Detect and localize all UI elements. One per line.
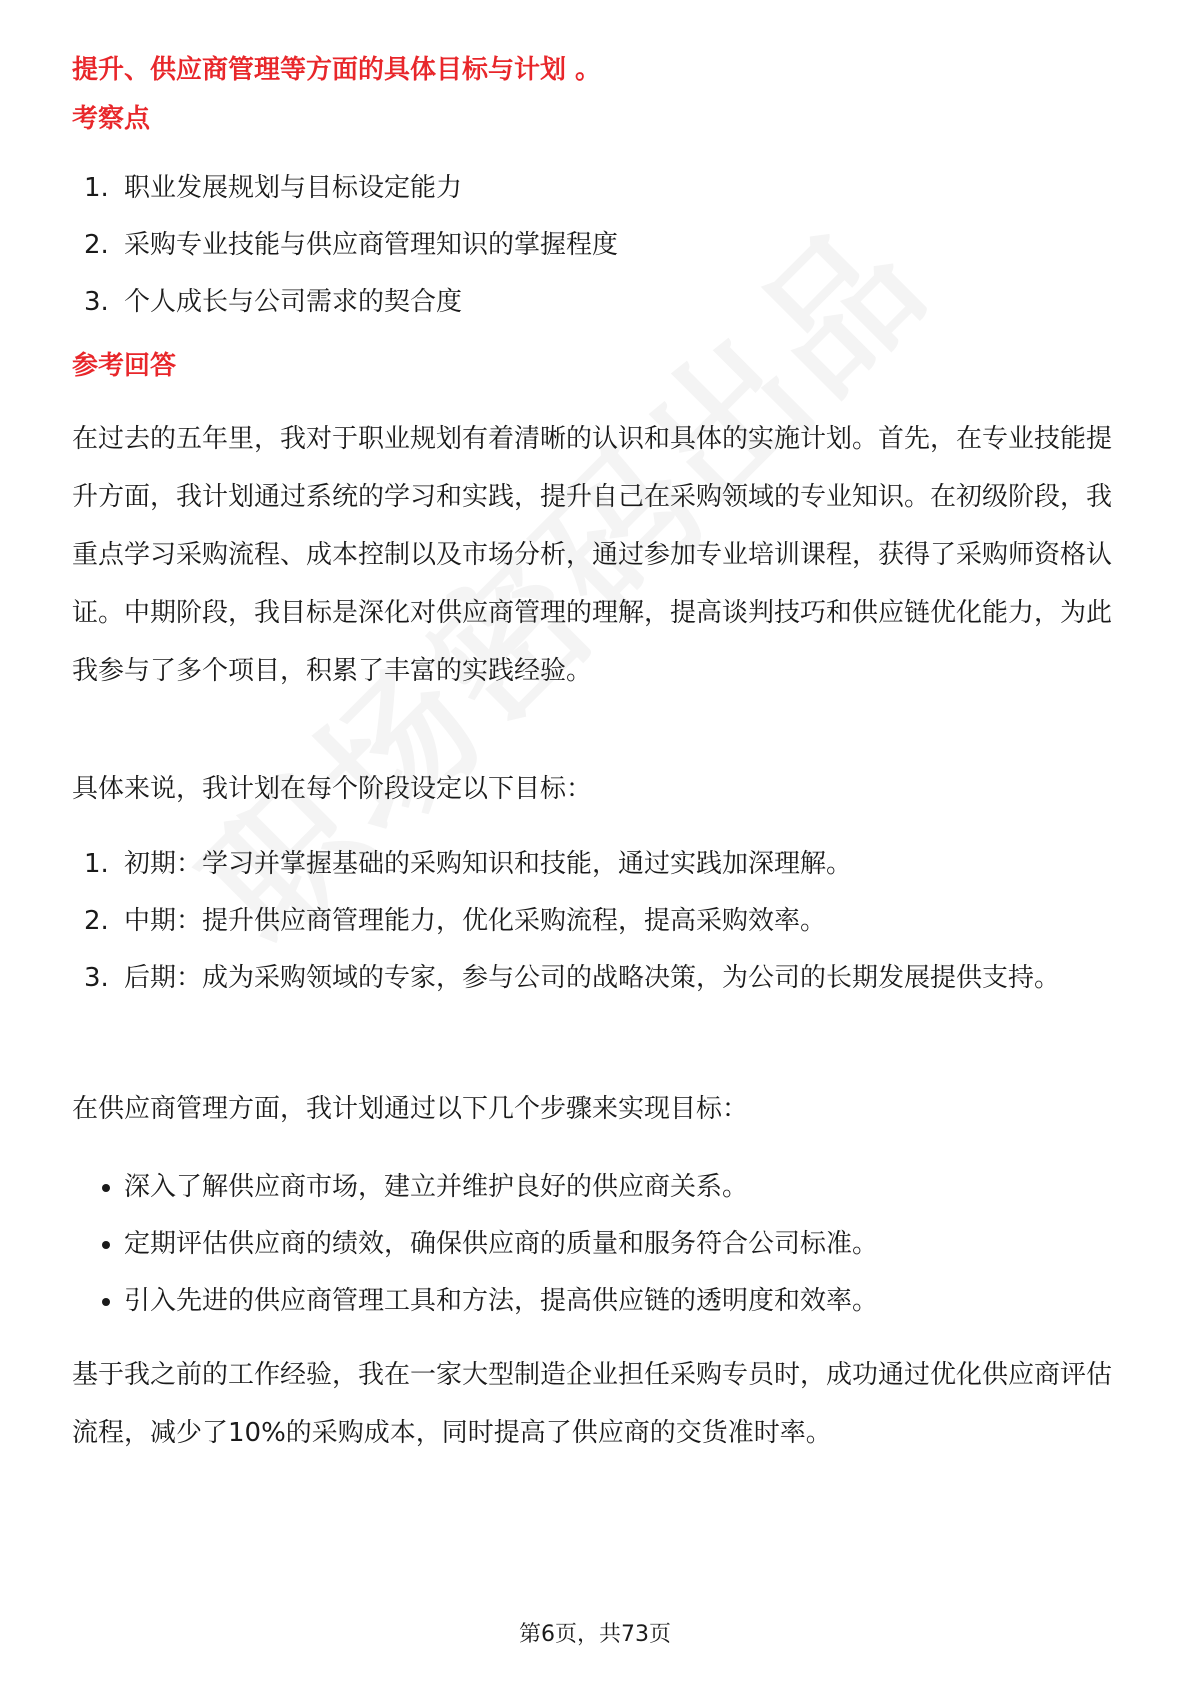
list-item-text: 引入先进的供应商管理工具和方法，提高供应链的透明度和效率。: [124, 1286, 879, 1316]
stage-goals-list: [72, 836, 1118, 1007]
answer-paragraph-3: 在供应商管理方面，我计划通过以下几个步骤来实现目标：: [72, 1094, 749, 1124]
list-item-text: 后期：成为采购领域的专家，参与公司的战略决策，为公司的长期发展提供支持。: [124, 963, 1061, 993]
list-number: 2.: [84, 906, 109, 936]
reference-answer-heading: 参考回答: [72, 351, 177, 381]
list-item: [72, 1159, 1118, 1216]
exam-points-heading: 考察点: [72, 104, 151, 134]
bullet-icon: [102, 1241, 110, 1249]
exam-points-list: [72, 160, 1118, 331]
list-item-text: 个人成长与公司需求的契合度: [124, 287, 463, 317]
list-item-text: 定期评估供应商的绩效，确保供应商的质量和服务符合公司标准。: [124, 1229, 879, 1259]
list-item-text: 深入了解供应商市场，建立并维护良好的供应商关系。: [124, 1172, 749, 1202]
bullet-icon: [102, 1184, 110, 1192]
list-number: 3.: [84, 287, 109, 317]
list-item-text: 职业发展规划与目标设定能力: [124, 173, 463, 203]
list-item: [72, 217, 1118, 274]
list-number: 1.: [84, 849, 109, 879]
list-number: 2.: [84, 230, 109, 260]
answer-paragraph-1: 在过去的五年里，我对于职业规划有着清晰的认识和具体的实施计划。首先，在专业技能提升方面，我计划通过系统的学习和实践，提升自己在采购领域的专业知识。在初级阶段，我重点学习采购流程、成本控制以及市场分析，通过参加专业培训课程，获得了采购师资格认证。中期阶段，我目标是深化对供应商管理的理解，提高谈判技巧和供应链优化能力，为此我参与了多个项目，积累了丰富的实践经验。: [72, 424, 1113, 686]
bullet-icon: [102, 1298, 110, 1306]
list-item-text: 采购专业技能与供应商管理知识的掌握程度: [124, 230, 619, 260]
list-item: [72, 160, 1118, 217]
list-item: [72, 893, 1118, 950]
list-item-text: 中期：提升供应商管理能力，优化采购流程，提高采购效率。: [124, 906, 827, 936]
answer-paragraph-2: 具体来说，我计划在每个阶段设定以下目标：: [72, 774, 593, 804]
list-number: 1.: [84, 173, 109, 203]
list-item: [72, 274, 1118, 331]
page-number-footer: 第6页，共73页: [519, 1622, 671, 1647]
answer-paragraph-4: 基于我之前的工作经验，我在一家大型制造企业担任采购专员时，成功通过优化供应商评估流程，减少了10%的采购成本，同时提高了供应商的交货准时率。: [72, 1360, 1113, 1448]
list-item: [72, 836, 1118, 893]
list-item: [72, 1216, 1118, 1273]
list-number: 3.: [84, 963, 109, 993]
list-item: [72, 950, 1118, 1007]
list-item: [72, 1273, 1118, 1330]
intro-title: 提升、供应商管理等方面的具体目标与计划 。: [72, 55, 602, 85]
list-item-text: 初期：学习并掌握基础的采购知识和技能，通过实践加深理解。: [124, 849, 853, 879]
supplier-steps-list: [72, 1159, 1118, 1330]
